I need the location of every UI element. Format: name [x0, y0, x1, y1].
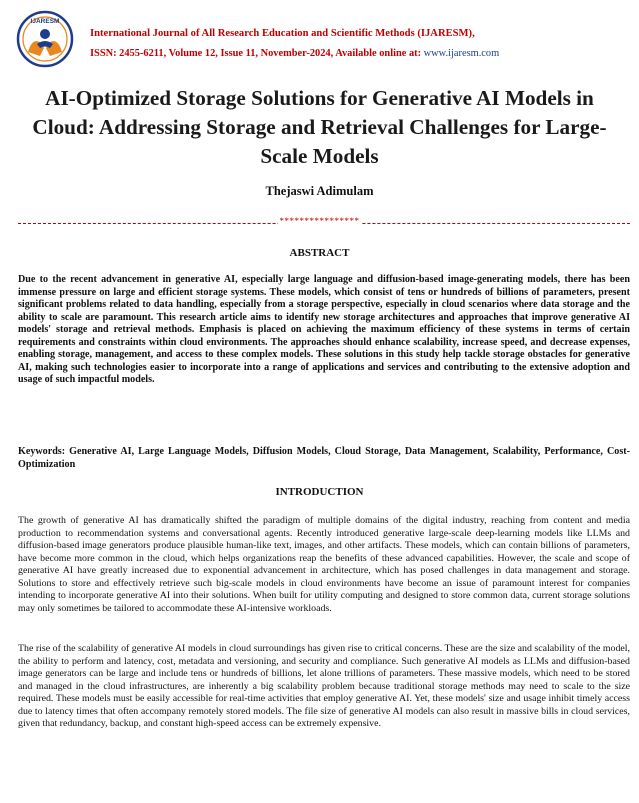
- journal-name: International Journal of All Research Education and Scientific Methods (IJARESM),: [90, 28, 475, 39]
- svg-text:IJARESM: IJARESM: [30, 18, 60, 25]
- author-name: Thejaswi Adimulam: [265, 184, 374, 198]
- star-separator-text: ****************: [279, 216, 360, 226]
- intro-paragraph-1: The growth of generative AI has dramatically shifted the paradigm of multiple domains of the digital industry, reaching from content and media production to recommendation systems and conversational agents. Recently introduced generative large-scale deep-learning models like LLMs and diffusion-based image generators produce plausible human-like text, images, and other artifacts. These models, which can contain billions of parameters, have become more common in the cloud, which helps organizations reap the benefits of these advanced capabilities. However, the scale and scope of generative AI have greatly increased due to exponential advancement in architecture, which has posed challenges in data management and storage. Solutions to store and effectively retrieve such big-scale models in cloud environments have become an issue of paramount interest for companies intending to incorporate generative AI into their solutions. When built for utility computing and designed to store common data, current storage solutions may only sometimes be tailored to accommodate these AI-intensive workloads.: [18, 515, 630, 614]
- journal-website-link[interactable]: www.ijaresm.com: [423, 48, 500, 59]
- issn-line: [90, 48, 499, 59]
- abstract-text: Due to the recent advancement in generative AI, especially large language and diffusion-based image-generating models, there has been immense pressure on large and efficient storage systems. These models, which consist of tens or hundreds of billions of parameters, present significant problems related to data handling, especially from a storage perspective, especially in cloud scenarios where data storage and the ability to scale are paramount. This research article aims to identify new storage architectures and approaches that improve generative AI models' storage and retrieval methods. Emphasis is placed on achieving the maximum efficiency of these systems in terms of certain requirements and constraints within cloud environments. The approaches should enhance scalability, increase speed, and decrease expenses, enabling storage, management, and access to these complex models. These solutions in this study help tackle storage obstacles for generative AI, making such technologies easier to incorporate into a range of applications and services and contributing to the extensive adoption and usage of such impactful models.: [18, 274, 630, 386]
- abstract-heading: ABSTRACT: [289, 247, 350, 259]
- ijaresm-logo-icon: [10, 8, 80, 70]
- keywords: Keywords: Generative AI, Large Language Models, Diffusion Models, Cloud Storage, Data Management, Scalability, Performance, Cost-Optimization: [18, 446, 630, 470]
- paper-title: AI-Optimized Storage Solutions for Generative AI Models in Cloud: Addressing Storage and Retrieval Challenges for Large-Scale Models: [32, 86, 607, 168]
- star-separator: [0, 216, 639, 226]
- journal-header: [10, 8, 630, 70]
- introduction-heading: INTRODUCTION: [275, 486, 364, 498]
- issn-text: ISSN: 2455-6211, Volume 12, Issue 11, November-2024, Available online at:: [90, 48, 424, 59]
- intro-paragraph-2: The rise of the scalability of generative AI models in cloud surroundings has given rise to critical concerns. These are the size and scalability of the model, the ability to perform and latency, cost, metadata and versioning, and security and compliance. Such generative AI models as LLMs and diffusion-based image generators can be large and include tens or hundreds of billions, let alone trillions of parameters. These massive models, which need to be stored and managed in the cloud infrastructures, are inherently a big scalability problem because traditional storage methods may need to scale to the size required. These models must be easily accessible for real-time activities that employ generative AI. Yet, these models' size and usage inhibit timely access due to latency times that often accompany remotely stored models. The file size of generative AI models can also result in massive bills in cloud services, given that redundancy, backup, and constant high-speed access can be extremely expensive.: [18, 643, 630, 730]
